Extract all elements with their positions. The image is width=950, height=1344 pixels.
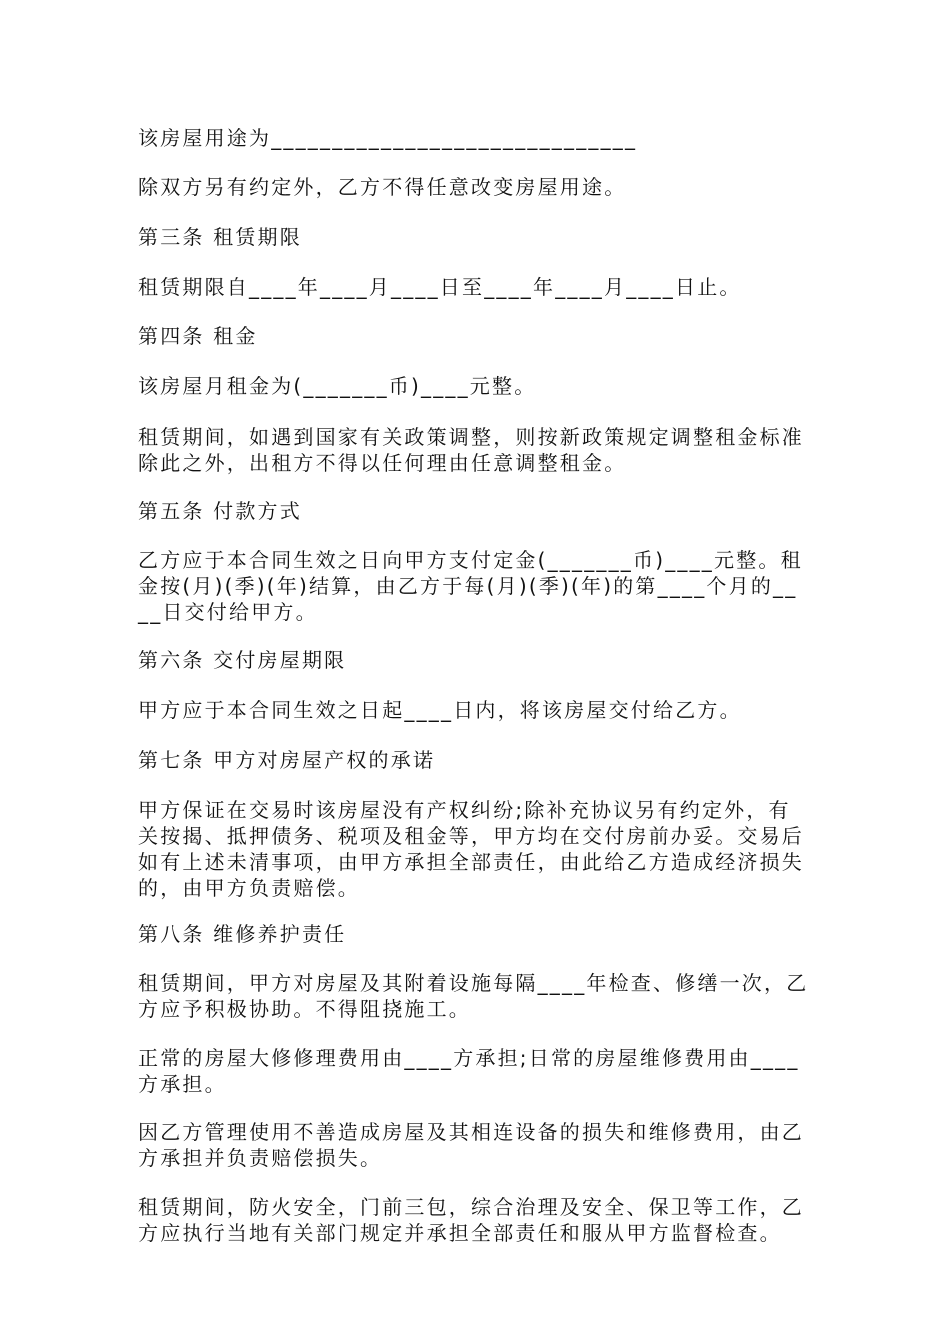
text-line: 方承担并负责赔偿损失。 <box>138 1146 383 1170</box>
section-heading-delivery-term <box>138 647 818 673</box>
text-line: 第四条 租金 <box>138 324 258 348</box>
paragraph-repair-costs <box>138 1045 818 1097</box>
text-line: 因乙方管理使用不善造成房屋及其相连设备的损失和维修费用，由乙 <box>138 1120 804 1144</box>
text-line: 该房屋月租金为(_______币)____元整。 <box>138 374 537 398</box>
section-heading-maintenance <box>138 921 818 947</box>
text-line: 关按揭、抵押债务、税项及租金等，甲方均在交付房前办妥。交易后 <box>138 824 804 848</box>
section-heading-lease-term <box>138 224 818 250</box>
text-line: 乙方应于本合同生效之日向甲方支付定金(_______币)____元整。租 <box>138 548 803 572</box>
section-heading-property-commitment <box>138 747 818 773</box>
paragraph-damage-liability <box>138 1119 818 1171</box>
text-line: 甲方保证在交易时该房屋没有产权纠纷;除补充协议另有约定外，有 <box>138 798 791 822</box>
text-line: 租赁期限自____年____月____日至____年____月____日止。 <box>138 275 742 299</box>
text-line: 如有上述未清事项，由甲方承担全部责任，由此给乙方造成经济损失 <box>138 850 804 874</box>
text-line: 方应予积极协助。不得阻挠施工。 <box>138 997 471 1021</box>
text-line: 第七条 甲方对房屋产权的承诺 <box>138 748 436 772</box>
paragraph-inspection-repair <box>138 970 818 1022</box>
text-line: 第六条 交付房屋期限 <box>138 648 347 672</box>
text-line: 除双方另有约定外，乙方不得任意改变房屋用途。 <box>138 175 627 199</box>
text-line: 金按(月)(季)(年)结算，由乙方于每(月)(季)(年)的第____个月的__ <box>138 574 798 598</box>
text-line: 第三条 租赁期限 <box>138 225 302 249</box>
paragraph-house-delivery <box>138 697 818 723</box>
text-line: 租赁期间，如遇到国家有关政策调整，则按新政策规定调整租金标准 <box>138 425 804 449</box>
text-line: 方承担。 <box>138 1072 227 1096</box>
text-line: 租赁期间，防火安全，门前三包，综合治理及安全、保卫等工作，乙 <box>138 1195 804 1219</box>
text-line: 租赁期间，甲方对房屋及其附着设施每隔____年检查、修缮一次，乙 <box>138 971 809 995</box>
text-line: 方应执行当地有关部门规定并承担全部责任和服从甲方监督检查。 <box>138 1221 782 1245</box>
paragraph-house-usage <box>138 125 818 151</box>
text-line: 除此之外，出租方不得以任何理由任意调整租金。 <box>138 451 627 475</box>
paragraph-safety-responsibility <box>138 1194 818 1246</box>
paragraph-lease-period <box>138 274 818 300</box>
paragraph-deposit-payment <box>138 547 818 625</box>
section-heading-payment-method <box>138 498 818 524</box>
paragraph-property-guarantee <box>138 797 818 901</box>
paragraph-monthly-rent <box>138 373 818 399</box>
section-heading-rent <box>138 323 818 349</box>
text-line: __日交付给甲方。 <box>138 600 318 624</box>
text-line: 的，由甲方负责赔偿。 <box>138 876 360 900</box>
text-line: 甲方应于本合同生效之日起____日内，将该房屋交付给乙方。 <box>138 698 742 722</box>
text-line: 正常的房屋大修修理费用由____方承担;日常的房屋维修费用由____ <box>138 1046 800 1070</box>
text-line: 该房屋用途为______________________________ <box>138 126 638 150</box>
text-line: 第八条 维修养护责任 <box>138 922 347 946</box>
paragraph-rent-adjustment <box>138 424 818 476</box>
text-line: 第五条 付款方式 <box>138 499 302 523</box>
paragraph-usage-restriction <box>138 174 818 200</box>
